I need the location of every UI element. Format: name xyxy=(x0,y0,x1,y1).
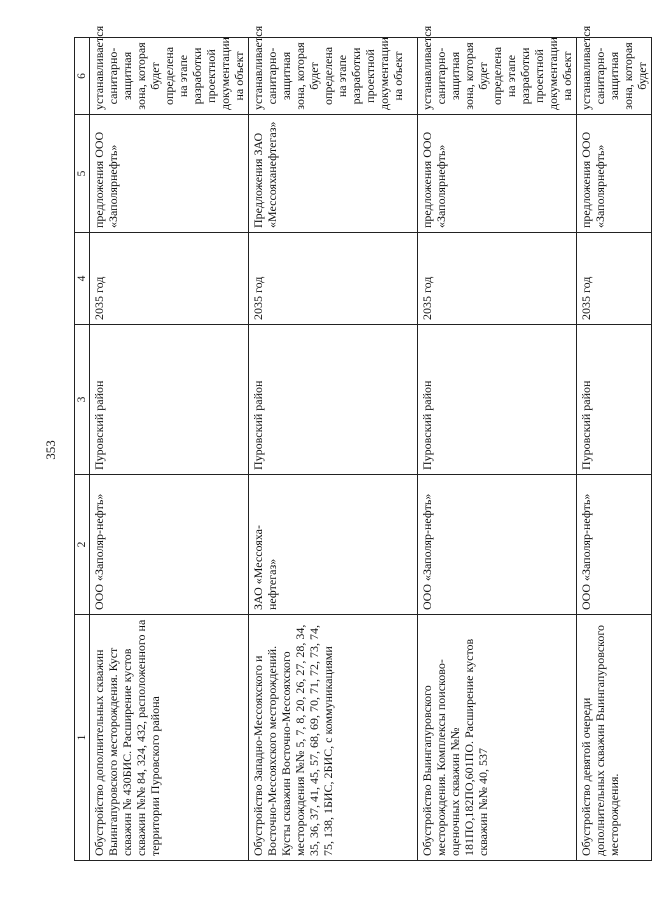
header-col-3: 3 xyxy=(75,325,90,475)
basis-cell: предложения ООО «Заполярнефть» xyxy=(418,115,577,233)
header-col-5: 5 xyxy=(75,115,90,233)
district-cell: Пуровский район xyxy=(418,325,577,475)
organization-cell: ООО «Заполяр-нефть» xyxy=(577,475,652,615)
organization-cell: ООО «Заполяр-нефть» xyxy=(90,475,249,615)
table-row xyxy=(418,38,577,861)
header-col-2: 2 xyxy=(75,475,90,615)
note-cell: устанавливается санитарно-защитная зона, которая будет определена на этапе разработки проектной документации на объект xyxy=(418,38,577,115)
header-col-1: 1 xyxy=(75,615,90,861)
object-cell: Обустройство девятой очереди дополнительных скважин Выингапуровского месторождения. xyxy=(577,615,652,861)
district-cell: Пуровский район xyxy=(249,325,418,475)
header-col-4: 4 xyxy=(75,233,90,325)
document-table xyxy=(74,25,649,861)
year-cell: 2035 год xyxy=(90,233,249,325)
year-cell: 2035 год xyxy=(577,233,652,325)
year-cell: 2035 год xyxy=(249,233,418,325)
objects-table xyxy=(74,25,652,861)
district-cell: Пуровский район xyxy=(577,325,652,475)
object-cell: Обустройство Выингапуровского месторождения. Комплексы поисково-оценочных скважин №№ 181ПО,182ПО,601ПО. Расширение кустов скважин №№ 40, 537 xyxy=(418,615,577,861)
year-cell: 2035 год xyxy=(418,233,577,325)
note-cell: устанавливается санитарно-защитная зона, которая будет определена на этапе разработки проектной документации на объект xyxy=(249,38,418,115)
basis-cell: предложения ООО «Заполярнефть» xyxy=(90,115,249,233)
organization-cell: ЗАО «Мессояха-нефтегаз» xyxy=(249,475,418,615)
object-cell: Обустройство дополнительных скважин Выингапуровского месторождения. Куст скважин № 430БИС. Расширение кустов скважин №№ 84, 324, 432, расположенного на территории Пуровского района xyxy=(90,615,249,861)
header-col-6: 6 xyxy=(75,38,90,115)
table-row xyxy=(249,38,418,861)
basis-cell: предложения ООО «Заполярнефть» xyxy=(577,115,652,233)
table-row xyxy=(577,38,652,861)
object-cell: Обустройство Западно-Мессояхского и Восточно-Мессояхского месторождений. Кусты скважин Восточно-Мессояхского месторождения №№ 5, 7, 8, 20, 26, 27, 28, 34, 35, 36, 37, 41, 45, 57, 68, 69, 70, 71, 72, 73, 74, 75, 138, 1БИС, 2БИС, с коммуникациями xyxy=(249,615,418,861)
basis-cell: Предложения ЗАО «Мессояханефтегаз» xyxy=(249,115,418,233)
page-number: 353 xyxy=(43,440,58,460)
header-row xyxy=(75,38,90,861)
note-cell: устанавливается санитарно-защитная зона, которая будет определена на этапе разработки проектной документации на объект xyxy=(90,38,249,115)
note-cell: устанавливается санитарно-защитная зона, которая будет xyxy=(577,38,652,115)
table-row xyxy=(90,38,249,861)
district-cell: Пуровский район xyxy=(90,325,249,475)
organization-cell: ООО «Заполяр-нефть» xyxy=(418,475,577,615)
